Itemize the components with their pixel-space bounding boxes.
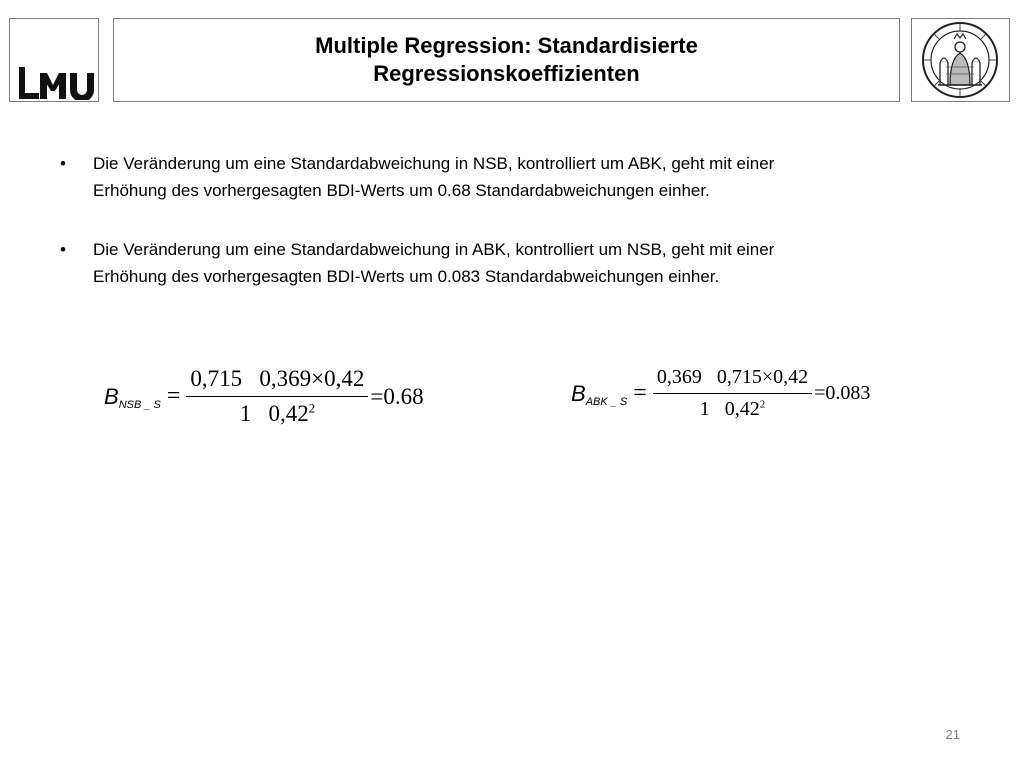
formula-abk-denominator: 1 0,42: [699, 398, 760, 420]
formula-nsb-numerator: 0,715 0,369×0,42: [186, 366, 368, 397]
bullet-list: [60, 150, 960, 322]
page-number: 21: [945, 727, 960, 742]
lmu-logo-icon: [10, 19, 97, 100]
formula-nsb-subscript: NSB _ S: [118, 398, 161, 411]
bullet-item: [60, 236, 960, 290]
bullet-text-line2: Erhöhung des vorhergesagten BDI-Werts um 0.68 Standardabweichungen einher.: [93, 181, 710, 200]
formula-nsb-lhs: [104, 384, 161, 410]
formula-abk-equals: =: [633, 380, 647, 406]
formula-abk-symbol: B: [571, 380, 586, 406]
formula-abk-lhs: [571, 381, 627, 407]
bullet-marker: •: [60, 240, 66, 259]
lmu-logo: [9, 18, 99, 102]
formula-nsb-exponent: 2: [308, 401, 316, 416]
formula-abk-subscript: ABK _ S: [585, 395, 628, 408]
university-seal: [911, 18, 1010, 102]
slide-title-line2: Regressionskoeffizienten: [373, 61, 640, 86]
bullet-text-line1: Die Veränderung um eine Standardabweichung in NSB, kontrolliert um ABK, geht mit einer: [93, 154, 775, 173]
formula-abk-result: =0.083: [814, 382, 871, 404]
bullet-marker: •: [60, 154, 66, 173]
formula-nsb: [104, 366, 424, 427]
university-seal-icon: [912, 19, 1008, 100]
formula-nsb-symbol: B: [104, 383, 119, 409]
formula-nsb-result: =0.68: [370, 383, 424, 409]
formula-nsb-fraction: [186, 366, 368, 427]
slide-title: [315, 32, 698, 88]
formula-abk-fraction: [653, 366, 812, 421]
slide-title-line1: Multiple Regression: Standardisierte: [315, 33, 698, 58]
formula-abk-numerator: 0,369 0,715×0,42: [653, 366, 812, 394]
formula-nsb-denominator: 1 0,42: [239, 401, 309, 426]
bullet-text-line1: Die Veränderung um eine Standardabweichung in ABK, kontrolliert um NSB, geht mit einer: [93, 240, 775, 259]
slide-title-box: [113, 18, 900, 102]
bullet-text-line2: Erhöhung des vorhergesagten BDI-Werts um 0.083 Standardabweichungen einher.: [93, 267, 720, 286]
formula-abk-denominator-wrap: [700, 394, 766, 421]
formula-abk: [571, 366, 870, 421]
formula-nsb-denominator-wrap: [240, 397, 315, 427]
bullet-item: [60, 150, 960, 204]
formula-abk-exponent: 2: [759, 398, 766, 411]
formula-nsb-equals: =: [166, 383, 181, 409]
